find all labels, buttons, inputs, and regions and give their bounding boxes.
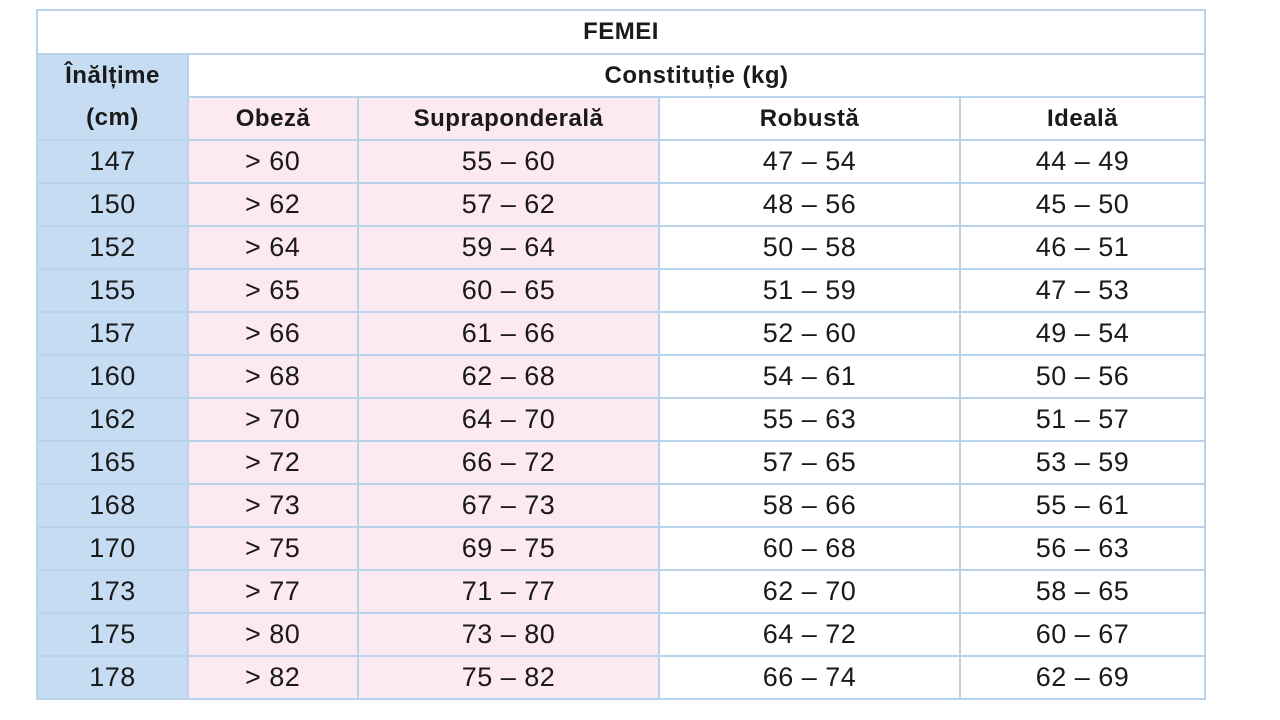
supraponderala-cell: 64 – 70: [358, 398, 659, 441]
supraponderala-cell: 66 – 72: [358, 441, 659, 484]
height-cell: 175: [37, 613, 188, 656]
obeza-cell: > 80: [188, 613, 358, 656]
obeza-cell: > 68: [188, 355, 358, 398]
robusta-cell: 55 – 63: [659, 398, 960, 441]
supraponderala-cell: 62 – 68: [358, 355, 659, 398]
table-row: [37, 398, 1205, 441]
constitution-group-header: Constituție (kg): [188, 54, 1205, 97]
table-row: [37, 613, 1205, 656]
table-row: [37, 355, 1205, 398]
obeza-cell: > 70: [188, 398, 358, 441]
height-column-header: [37, 54, 188, 140]
table-row: [37, 312, 1205, 355]
table-row: [37, 656, 1205, 699]
height-cell: 168: [37, 484, 188, 527]
height-cell: 150: [37, 183, 188, 226]
height-header-line2: (cm): [86, 104, 139, 131]
table-row: [37, 570, 1205, 613]
ideala-cell: 50 – 56: [960, 355, 1205, 398]
height-cell: 162: [37, 398, 188, 441]
robusta-cell: 58 – 66: [659, 484, 960, 527]
supraponderala-cell: 67 – 73: [358, 484, 659, 527]
obeza-cell: > 60: [188, 140, 358, 183]
supraponderala-cell: 57 – 62: [358, 183, 659, 226]
obeza-cell: > 66: [188, 312, 358, 355]
height-cell: 147: [37, 140, 188, 183]
table-row: [37, 527, 1205, 570]
robusta-cell: 47 – 54: [659, 140, 960, 183]
robusta-cell: 66 – 74: [659, 656, 960, 699]
supraponderala-cell: 61 – 66: [358, 312, 659, 355]
column-header-supraponderala: Supraponderală: [358, 97, 659, 140]
obeza-cell: > 64: [188, 226, 358, 269]
weight-table-container: [36, 9, 1204, 700]
supraponderala-cell: 55 – 60: [358, 140, 659, 183]
robusta-cell: 51 – 59: [659, 269, 960, 312]
height-cell: 152: [37, 226, 188, 269]
table-title: FEMEI: [37, 10, 1205, 54]
robusta-cell: 62 – 70: [659, 570, 960, 613]
obeza-cell: > 77: [188, 570, 358, 613]
robusta-cell: 60 – 68: [659, 527, 960, 570]
obeza-cell: > 82: [188, 656, 358, 699]
ideala-cell: 56 – 63: [960, 527, 1205, 570]
obeza-cell: > 73: [188, 484, 358, 527]
robusta-cell: 54 – 61: [659, 355, 960, 398]
ideala-cell: 58 – 65: [960, 570, 1205, 613]
table-row: [37, 441, 1205, 484]
table-row: [37, 183, 1205, 226]
supraponderala-cell: 60 – 65: [358, 269, 659, 312]
column-header-obeza: Obeză: [188, 97, 358, 140]
weight-table: [36, 9, 1206, 700]
table-row: [37, 140, 1205, 183]
supraponderala-cell: 75 – 82: [358, 656, 659, 699]
height-cell: 155: [37, 269, 188, 312]
supraponderala-cell: 71 – 77: [358, 570, 659, 613]
obeza-cell: > 75: [188, 527, 358, 570]
robusta-cell: 50 – 58: [659, 226, 960, 269]
supraponderala-cell: 59 – 64: [358, 226, 659, 269]
table-row: [37, 226, 1205, 269]
column-header-robusta: Robustă: [659, 97, 960, 140]
ideala-cell: 53 – 59: [960, 441, 1205, 484]
obeza-cell: > 62: [188, 183, 358, 226]
robusta-cell: 48 – 56: [659, 183, 960, 226]
ideala-cell: 49 – 54: [960, 312, 1205, 355]
ideala-cell: 44 – 49: [960, 140, 1205, 183]
height-cell: 165: [37, 441, 188, 484]
height-cell: 178: [37, 656, 188, 699]
height-cell: 170: [37, 527, 188, 570]
height-header-line1: Înălțime: [65, 62, 160, 89]
table-row: [37, 484, 1205, 527]
ideala-cell: 62 – 69: [960, 656, 1205, 699]
height-cell: 160: [37, 355, 188, 398]
robusta-cell: 52 – 60: [659, 312, 960, 355]
obeza-cell: > 65: [188, 269, 358, 312]
column-header-ideala: Ideală: [960, 97, 1205, 140]
height-cell: 157: [37, 312, 188, 355]
obeza-cell: > 72: [188, 441, 358, 484]
supraponderala-cell: 69 – 75: [358, 527, 659, 570]
ideala-cell: 46 – 51: [960, 226, 1205, 269]
ideala-cell: 45 – 50: [960, 183, 1205, 226]
table-body: [37, 140, 1205, 699]
supraponderala-cell: 73 – 80: [358, 613, 659, 656]
robusta-cell: 57 – 65: [659, 441, 960, 484]
ideala-cell: 60 – 67: [960, 613, 1205, 656]
robusta-cell: 64 – 72: [659, 613, 960, 656]
height-cell: 173: [37, 570, 188, 613]
ideala-cell: 55 – 61: [960, 484, 1205, 527]
ideala-cell: 47 – 53: [960, 269, 1205, 312]
ideala-cell: 51 – 57: [960, 398, 1205, 441]
table-row: [37, 269, 1205, 312]
